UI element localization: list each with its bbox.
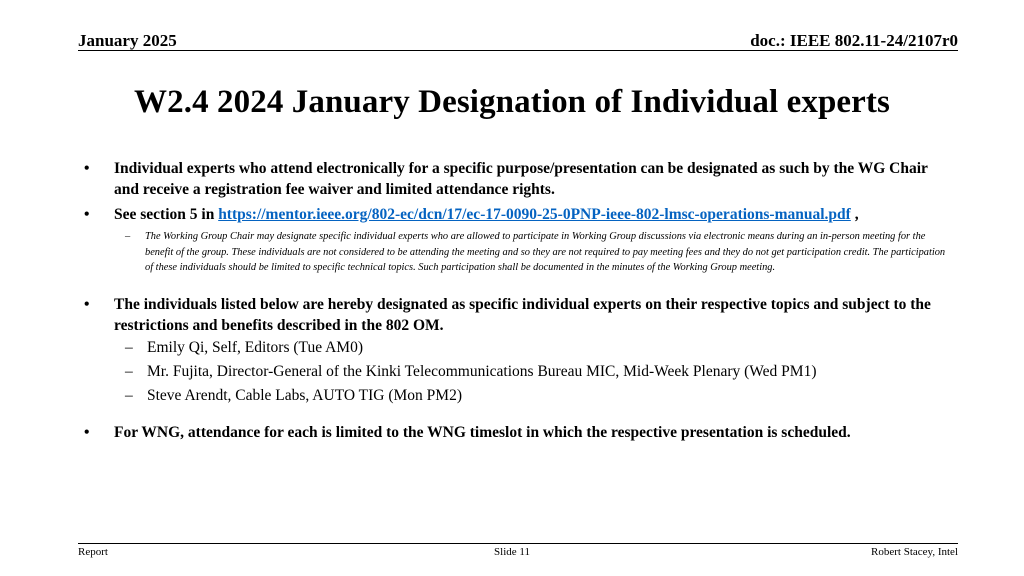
operations-manual-link[interactable]: https://mentor.ieee.org/802-ec/dcn/17/ec-17-0090-25-0PNP-ieee-802-lmsc-operations-manual.pdf — [218, 206, 851, 223]
dash-marker: – — [125, 338, 133, 356]
header-rule — [78, 50, 958, 51]
bullet-item — [84, 158, 954, 200]
footer-author: Robert Stacey, Intel — [871, 546, 958, 558]
expert-list-item — [84, 360, 954, 384]
sub-bullet-item — [84, 229, 954, 276]
bullet-item — [84, 422, 954, 443]
bullet-text-suffix: , — [850, 206, 859, 223]
expert-text: Mr. Fujita, Director-General of the Kinki Telecommunications Bureau MIC, Mid-Week Plenary (Wed PM1) — [147, 362, 817, 380]
header-doc-id: doc.: IEEE 802.11-24/2107r0 — [750, 31, 958, 50]
bullet-item — [84, 294, 954, 336]
footer-rule — [78, 543, 958, 544]
footer-label: Report — [78, 546, 108, 558]
slide-number: Slide 11 — [494, 546, 530, 558]
header-date: January 2025 — [78, 31, 177, 50]
dash-marker: – — [125, 362, 133, 380]
dash-marker: – — [125, 386, 133, 404]
bullet-marker: • — [84, 206, 90, 223]
bullet-marker: • — [84, 160, 90, 177]
dash-marker: – — [125, 231, 131, 242]
bullet-text: For WNG, attendance for each is limited to the WNG timeslot in which the respective presentation is scheduled. — [114, 423, 851, 441]
bullet-text: See section 5 in — [114, 206, 219, 223]
bullet-item — [84, 204, 954, 225]
om-quote-text: The Working Group Chair may designate specific individual experts who are allowed to participate in Working Group discussions via electronic means during an in-person meeting for the benefit of the group. These individuals are not considered to be attending the meeting and so they are not required to pay meeting fees and they do not get participation credit. The participation of these individuals should be limited to specific technical topics. Such participation shall be documented in the minutes of the Working Group meeting. — [145, 231, 946, 274]
bullet-text: The individuals listed below are hereby designated as specific individual experts on their respective topics and subject to the restrictions and benefits described in the 802 OM. — [114, 295, 931, 334]
slide-title: W2.4 2024 January Designation of Individual experts — [134, 84, 890, 120]
expert-list — [84, 336, 954, 408]
bullet-text: Individual experts who attend electronically for a specific purpose/presentation can be designated as such by the WG Chair and receive a registration fee waiver and limited attendance rights. — [114, 160, 928, 198]
slide-content — [84, 158, 954, 443]
expert-text: Steve Arendt, Cable Labs, AUTO TIG (Mon PM2) — [147, 386, 462, 404]
expert-list-item — [84, 384, 954, 408]
expert-list-item — [84, 336, 954, 360]
bullet-marker: • — [84, 423, 90, 441]
expert-text: Emily Qi, Self, Editors (Tue AM0) — [147, 338, 364, 356]
bullet-marker: • — [84, 295, 90, 313]
